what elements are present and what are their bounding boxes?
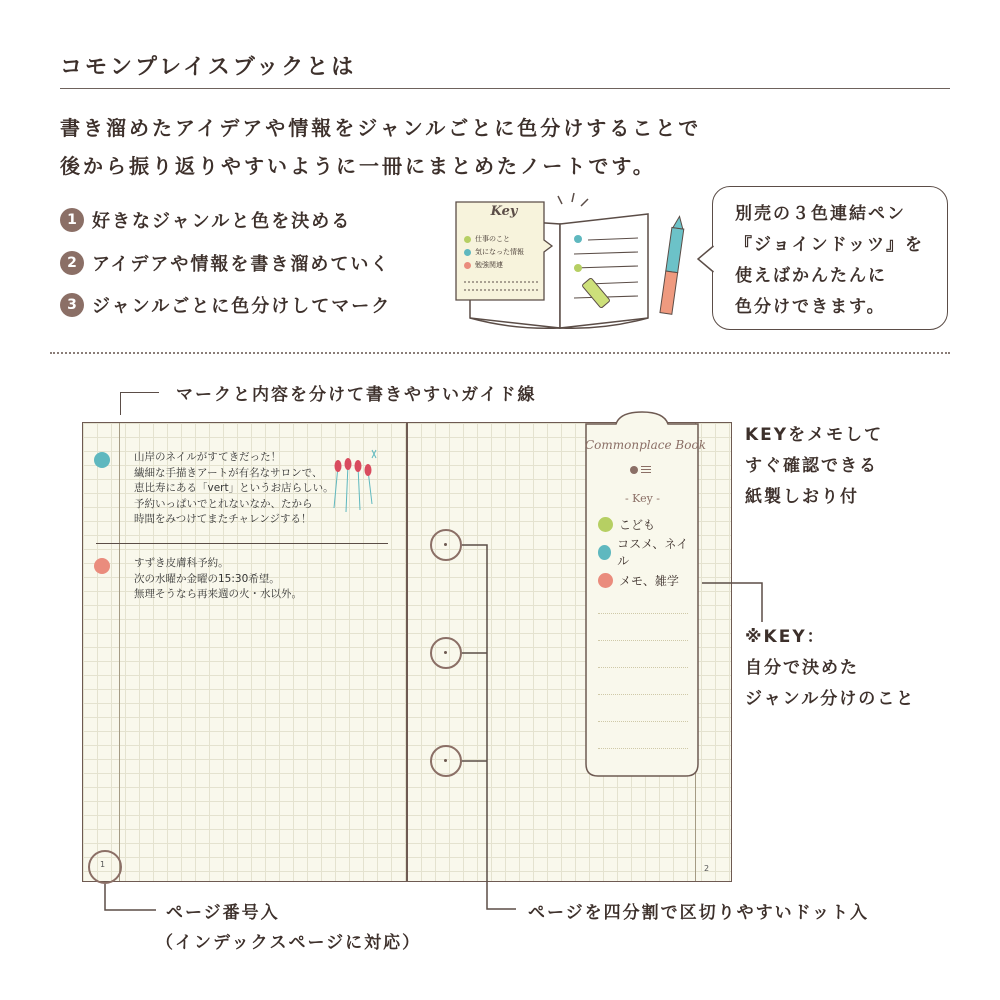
mini-key-item [464, 246, 524, 259]
quarter-dots-connector [460, 540, 520, 920]
entry-line: すずき皮膚科予約。 [134, 557, 229, 569]
key-memo-callout [745, 420, 883, 513]
genre-mark-dot-icon [94, 452, 110, 468]
step-number-badge: 2 [60, 251, 84, 275]
guide-line-callout: マークと内容を分けて書きやすいガイド線 [176, 385, 537, 405]
step-text: ジャンルごとに色分けしてマーク [92, 296, 392, 317]
entry-line: 恵比寿にある「vert」というお店らしい。 [134, 482, 334, 494]
mini-key-list [464, 233, 524, 272]
nail-doodle-icon [328, 446, 384, 518]
step-number-badge: 1 [60, 208, 84, 232]
callout-line: 紙製しおり付 [745, 487, 859, 507]
quarter-dots-callout: ページを四分割で区切りやすいドット入 [528, 903, 869, 923]
bubble-line: 別売の３色連結ペン [735, 204, 906, 224]
step-text: 好きなジャンルと色を決める [92, 211, 352, 232]
bookmark-key-label: - Key - [624, 492, 661, 505]
guide-line-connector [120, 392, 159, 415]
step-1 [60, 206, 351, 234]
bookmark-key-list [598, 510, 690, 594]
quarter-dot [444, 543, 447, 546]
title-divider [60, 88, 950, 89]
mini-key-title: Key [490, 204, 518, 219]
mini-key-item [464, 233, 524, 246]
step-2 [60, 249, 390, 277]
mini-key-label: 勉強関連 [475, 261, 503, 269]
entry-line: 予約いっぱいでとれないなか、たから [134, 497, 313, 510]
section-divider [50, 352, 950, 354]
entry-2-text [134, 556, 302, 603]
key-def-connector [700, 578, 770, 628]
mini-key-label: 気になった情報 [475, 248, 524, 256]
mini-key-label: 仕事のこと [475, 235, 510, 243]
bookmark-dot-icon [630, 466, 638, 474]
entry-line: 時間をみつけてまたチャレンジする！ [134, 513, 312, 525]
quarter-dot [444, 651, 447, 654]
color-dot-icon [598, 545, 611, 560]
color-dot-icon [464, 249, 471, 256]
color-dot-icon [464, 236, 471, 243]
left-margin-guide [119, 423, 120, 881]
bookmark-key-item [598, 538, 690, 566]
page-number-callout: ページ番号入 [166, 903, 280, 923]
color-dot-icon [598, 517, 613, 532]
callout-line: ※KEY： [745, 627, 826, 647]
intro-line-1: 書き溜めたアイデアや情報をジャンルごとに色分けすることで [60, 116, 702, 140]
left-page-number: 1 [100, 860, 106, 869]
page-title: コモンプレイスブックとは [60, 55, 357, 80]
step-text: アイデアや情報を書き溜めていく [92, 254, 391, 275]
bubble-line: 使えばかんたんに [735, 266, 887, 286]
step-3 [60, 291, 391, 319]
genre-mark-dot-icon [94, 558, 110, 574]
color-dot-icon [598, 573, 613, 588]
right-page-number: 2 [704, 864, 710, 873]
callout-line: すぐ確認できる [745, 456, 878, 476]
page-number-callout-sub: （インデックスページに対応） [156, 933, 422, 953]
entry-line: 次の水曜か金曜の15:30希望。 [134, 572, 280, 585]
bookmark-key-text: メモ、雑学 [619, 573, 679, 588]
pen-info-bubble [712, 186, 948, 330]
bookmark-key-text: こども [619, 517, 656, 532]
bubble-tail-icon [697, 245, 715, 273]
callout-line: 自分で決めた [745, 658, 859, 678]
entry-line: 繊細な手描きアートが有名なサロンで、 [134, 466, 323, 479]
bookmark-key-item [598, 566, 690, 594]
callout-line: ジャンル分けのこと [745, 689, 916, 709]
key-def-callout [745, 622, 915, 715]
bookmark-key-text: コスメ、ネイル [617, 537, 689, 568]
entry-1-text [134, 450, 334, 528]
mini-key-item [464, 259, 524, 272]
entry-line: 無理そうなら再来週の火・水以外。 [134, 588, 302, 600]
bookmark-title: Commonplace Book [585, 438, 706, 452]
entry-line: 山岸のネイルがすてきだった！ [134, 451, 282, 463]
notebook-spine [406, 422, 408, 882]
intro-line-2: 後から振り返りやすいように一冊にまとめたノートです。 [60, 154, 656, 178]
bookmark-lines-icon [641, 466, 651, 474]
color-dot-icon [464, 262, 471, 269]
page-number-connector [100, 882, 160, 922]
quarter-dot [444, 759, 447, 762]
bookmark-key-item [598, 510, 690, 538]
bookmark-blank-lines [588, 613, 698, 749]
bubble-line: 『ジョインドッツ』を [735, 235, 924, 255]
bubble-line: 色分けできます。 [735, 297, 886, 317]
entry-divider [96, 543, 388, 544]
callout-line: KEYをメモして [745, 425, 884, 445]
step-number-badge: 3 [60, 293, 84, 317]
